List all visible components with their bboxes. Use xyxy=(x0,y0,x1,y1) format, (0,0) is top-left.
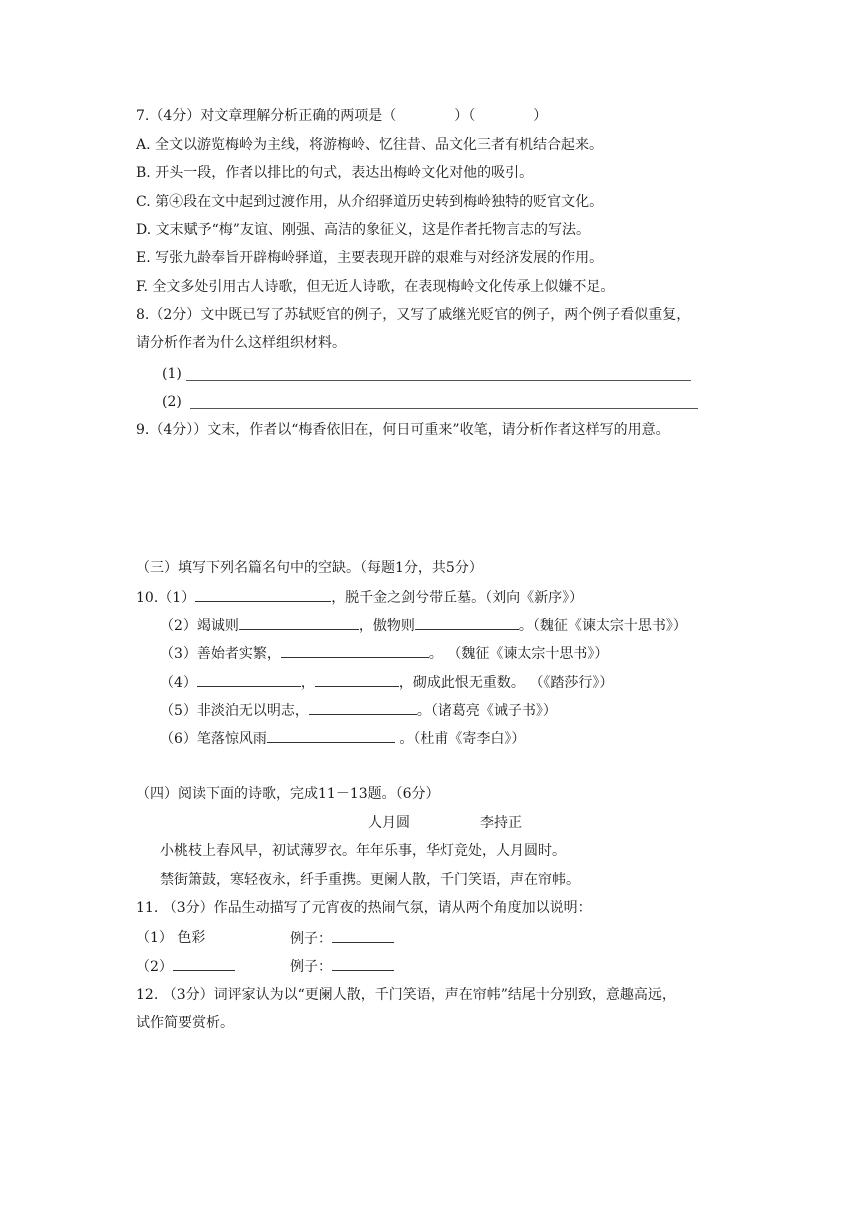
q11-row2-example xyxy=(290,956,394,977)
q10-item1-text: ，脱千金之剑兮带丘墓。（刘向《新序》） xyxy=(331,590,584,606)
q8-line1: 8.（2分）文中既已写了苏轼贬官的例子，又写了戚继光贬官的例子，两个例子看似重复， xyxy=(136,307,691,323)
section3-title: （三）填写下列名篇名句中的空缺。（每题1分，共5分） xyxy=(136,560,483,576)
q10-item6-blank[interactable] xyxy=(267,728,395,743)
q8-blank2-label: (2) xyxy=(162,394,182,410)
q10-item4-blank-b[interactable] xyxy=(315,672,399,687)
q12-line1: 12. （3分）词评家认为以“更阑人散，千门笑语，声在帘帏”结尾十分别致，意趣高远， xyxy=(136,987,676,1003)
q11-row2-example-blank[interactable] xyxy=(332,956,394,971)
q10-item2-label: （2）竭诚则 xyxy=(160,618,239,634)
q8-answer-line-2[interactable] xyxy=(190,408,698,409)
q8-blank1-label: (1) xyxy=(162,366,182,382)
q12-line2: 试作简要赏析。 xyxy=(136,1015,234,1031)
q7-option-f: F. 全文多处引用古人诗歌，但无近人诗歌，在表现梅岭文化传承上似嫌不足。 xyxy=(136,279,615,295)
q10-item1-label: （1） xyxy=(158,590,196,606)
q10-item2-mid: ，傲物则 xyxy=(358,618,415,634)
q10-line-2 xyxy=(160,615,687,636)
q7-paren-mid: ）（ xyxy=(454,108,476,124)
poem-author: 李持正 xyxy=(480,815,522,831)
q10-item5-label: （5）非淡泊无以明志， xyxy=(160,703,309,719)
q10-item4-label: （4） xyxy=(160,675,197,691)
q7-option-b: B. 开头一段，作者以排比的句式，表达出梅岭文化对他的吸引。 xyxy=(136,165,534,181)
q10-item2-blank-a[interactable] xyxy=(239,615,359,630)
q10-number: 10. xyxy=(136,590,159,606)
q11-row1-example-label: 例子： xyxy=(290,931,332,947)
q7-stem-line xyxy=(136,106,547,126)
q7-option-a: A. 全文以游览梅岭为主线，将游梅岭、忆往昔、品文化三者有机结合起来。 xyxy=(136,137,604,153)
q10-item2-blank-b[interactable] xyxy=(415,615,519,630)
q10-item2-text: 。（魏征《谏太宗十思书》） xyxy=(518,618,687,634)
q11-row1-example xyxy=(290,928,394,949)
q10-item4-mid: ， xyxy=(300,675,315,691)
q11-row1-label: （1） 色彩 xyxy=(136,930,206,946)
q10-item3-label: （3）善始者实繁， xyxy=(160,646,281,662)
q10-item1-blank[interactable] xyxy=(195,587,331,602)
q11-text: 11. （3分）作品生动描写了元宵夜的热闹气氛，请从两个角度加以说明： xyxy=(136,900,592,916)
q11-row2-angle-blank[interactable] xyxy=(173,956,235,971)
q10-line-4 xyxy=(160,672,613,693)
q7-option-d: D. 文末赋予“梅”友谊、刚强、高洁的象征义，这是作者托物言志的写法。 xyxy=(136,222,590,238)
q11-row2-example-label: 例子： xyxy=(290,959,332,975)
q11-row2-label: （2） xyxy=(136,959,173,975)
q9-text: 9.（4分））文末，作者以“梅香依旧在，何日可重来”收笔，请分析作者这样写的用意。 xyxy=(136,422,670,438)
q8-answer-line-1[interactable] xyxy=(186,380,691,381)
q10-line-3 xyxy=(160,643,608,664)
q7-option-c: C. 第④段在文中起到过渡作用，从介绍驿道历史转到梅岭独特的贬官文化。 xyxy=(136,194,604,210)
q10-line-1 xyxy=(136,587,583,608)
q10-item5-blank[interactable] xyxy=(309,700,417,715)
section4-title: （四）阅读下面的诗歌，完成11－13题。（6分） xyxy=(136,786,440,802)
poem-title: 人月圆 xyxy=(368,815,410,831)
q8-line2: 请分析作者为什么这样组织材料。 xyxy=(136,335,346,351)
poem-line-1: 小桃枝上春风早，初试薄罗衣。年年乐事，华灯竞处，人月圆时。 xyxy=(160,843,566,859)
poem-line-2: 禁街箫鼓，寒轻夜永，纤手重携。更阑人散，千门笑语，声在帘帏。 xyxy=(160,872,580,888)
q7-paren-end: ） xyxy=(533,108,548,124)
q7-stem: 7.（4分）对文章理解分析正确的两项是（ xyxy=(136,108,397,124)
q10-item3-text: 。 （魏征《谏太宗十思书》） xyxy=(428,646,609,662)
q10-item4-text: ，砌成此恨无重数。 （《踏莎行》） xyxy=(398,675,614,691)
q10-item6-label: （6）笔落惊风雨 xyxy=(160,731,267,747)
q10-item6-text: 。（杜甫《寄李白》） xyxy=(394,731,526,747)
q11-row1-example-blank[interactable] xyxy=(332,928,394,943)
q11-row2 xyxy=(136,956,235,977)
q10-line-6 xyxy=(160,728,525,749)
q7-option-e: E. 写张九龄奉旨开辟梅岭驿道，主要表现开辟的艰难与对经济发展的作用。 xyxy=(136,250,604,266)
q10-item5-text: 。（诸葛亮《诫子书》） xyxy=(416,703,557,719)
q10-item4-blank-a[interactable] xyxy=(197,672,301,687)
q10-item3-blank[interactable] xyxy=(281,643,429,658)
q10-line-5 xyxy=(160,700,557,721)
